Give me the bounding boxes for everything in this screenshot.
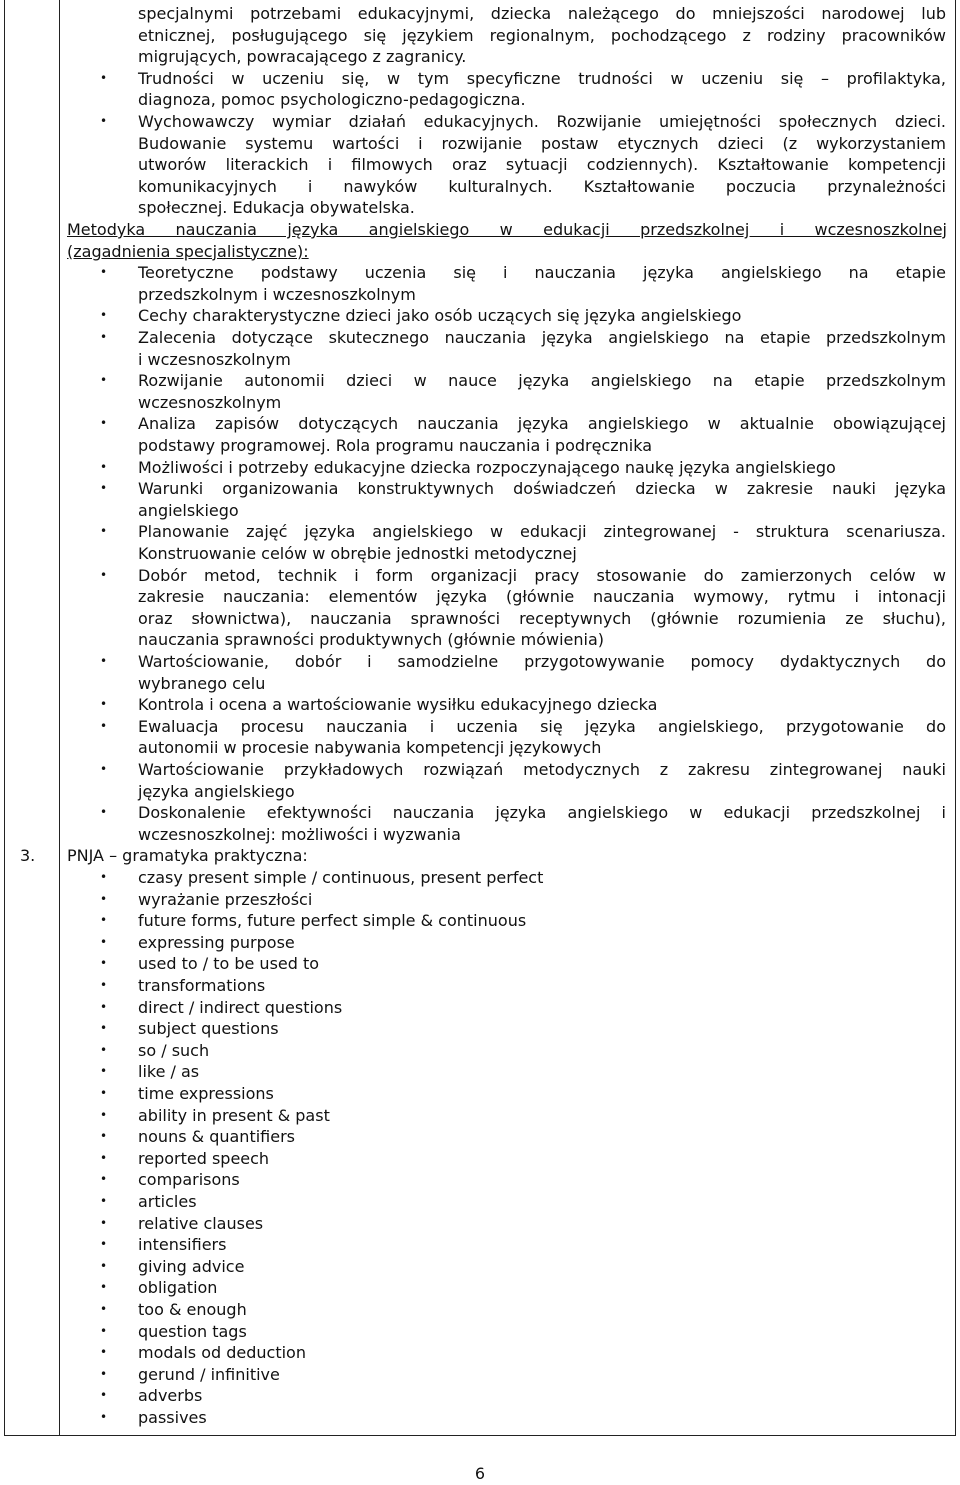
list-item [138,68,946,111]
text-line: specjalnymi potrzebami edukacyjnymi, dziecka należącego do mniejszości narodowej lub [138,4,946,23]
text-line: angielskiego [138,500,239,520]
text-line: migrujących, powracającego z zagranicy. [138,47,467,67]
page-number: 6 [474,1464,486,1483]
grammar-list-item: nouns & quantifiers [138,1127,295,1147]
text-line: wczesnoszkolnym [138,392,282,412]
bullet-icon: • [100,1150,108,1165]
bullet-icon: • [100,1302,108,1316]
text-line: Budowanie systemu wartości i rozwijanie postaw etycznych dzieci (z wykorzystaniem [138,133,946,153]
text-line: Wartościowanie, dobór i samodzielne przygotowywanie pomocy dydaktycznych do [138,652,946,671]
text-line: autonomii w procesie nabywania kompetencji językowych [138,738,602,758]
section-heading: PNJA – gramatyka praktyczna: [67,846,308,866]
text-line: zakresie nauczania: elementów języka (głównie nauczania wymowy, rytmu i intonacji [138,587,946,607]
text-line: Ewaluacja procesu nauczania i uczenia się języka angielskiego, przygotowanie do [138,716,946,736]
text-line: Zalecenia dotyczące skutecznego nauczania języka angielskiego na etapie przedszkolnym [138,328,946,347]
bullet-icon: • [100,308,108,323]
grammar-list-item: reported speech [138,1148,270,1168]
bullet-icon: • [100,978,108,992]
bullet-icon: • [100,1258,108,1273]
bullet-icon: • [100,459,108,474]
grammar-list-item: adverbs [138,1386,203,1406]
list-item [138,716,946,759]
bullet-icon: • [100,805,108,820]
list-item [138,370,946,413]
list-item [138,521,946,564]
grammar-list-item: used to / to be used to [138,954,320,974]
list-item [138,759,946,802]
bullet-icon: • [100,1064,108,1079]
bullet-icon: • [100,870,108,884]
heading-line: Metodyka nauczania języka angielskiego w edukacji przedszkolnej i wczesnoszkolnej [67,220,947,239]
list-item [138,305,946,327]
text-line: Warunki organizowania konstruktywnych doświadczeń dziecka w zakresie nauki języka [138,479,946,499]
grammar-list-item: passives [138,1408,207,1427]
text-line: Wychowawczy wymiar działań edukacyjnych. Rozwijanie umiejętności społecznych dzieci. [138,112,946,131]
bullet-icon: • [100,524,108,539]
heading-line: (zagadnienia specjalistyczne): [67,241,309,261]
text-line: oraz słownictwa), nauczania sprawności receptywnych (głównie rozumienia ze słuchu), [138,608,946,628]
grammar-list-item: giving advice [138,1256,245,1276]
text-line: etnicznej, posługującego się językiem regionalnym, pochodzącego z rodziny pracowników [138,25,946,45]
text-line: Trudności w uczeniu się, w tym specyficzne trudności w uczeniu się – profilaktyka, [138,68,946,88]
grammar-list-item: time expressions [138,1084,274,1103]
bullet-icon: • [100,416,108,431]
text-line: języka angielskiego [138,781,295,801]
grammar-list-item: wyrażanie przeszłości [138,889,313,909]
grammar-list-item: subject questions [138,1019,279,1039]
text-line: Analiza zapisów dotyczących nauczania języka angielskiego w aktualnie obowiązującej [138,414,946,434]
grammar-list-item: ability in present & past [138,1105,330,1125]
grammar-list-item: question tags [138,1321,247,1341]
text-line: wybranego celu [138,673,266,693]
list-item [138,413,946,456]
bullet-icon: • [100,654,108,668]
grammar-list-item: comparisons [138,1170,240,1190]
bullet-icon: • [100,697,108,712]
grammar-list-item: modals od deduction [138,1343,306,1363]
text-line: komunikacyjnych i nawyków kulturalnych. Kształtowanie poczucia przynależności [138,176,946,196]
grammar-list-item: future forms, future perfect simple & continuous [138,911,527,931]
text-line: wczesnoszkolnej: możliwości i wyzwania [138,824,461,844]
grammar-list-item: expressing purpose [138,932,295,952]
grammar-list-item: transformations [138,976,266,995]
grammar-list-item: czasy present simple / continuous, present perfect [138,868,544,887]
grammar-list-item: relative clauses [138,1213,264,1233]
grammar-list-item: direct / indirect questions [138,997,343,1017]
bullet-icon: • [100,934,108,949]
bullet-icon: • [100,956,108,971]
list-item [138,457,946,479]
bullet-icon: • [100,481,108,496]
bullet-icon: • [100,330,108,344]
bullet-icon: • [100,114,108,128]
text-line: Dobór metod, technik i form organizacji pracy stosowanie do zamierzonych celów w [138,565,946,585]
bullet-icon: • [100,1366,108,1381]
bullet-icon: • [100,999,108,1014]
text-line: utworów literackich i filmowych oraz sytuacji codziennych). Kształtowanie kompetencji [138,155,946,175]
bullet-icon: • [100,1388,108,1403]
bullet-icon: • [100,1042,108,1057]
text-line: Rozwijanie autonomii dzieci w nauce języka angielskiego na etapie przedszkolnym [138,371,946,391]
text-line: Możliwości i potrzeby edukacyjne dziecka rozpoczynającego naukę języka angielskiego [138,457,836,477]
bullet-icon: • [100,567,108,582]
text-line: podstawy programowej. Rola programu nauczania i podręcznika [138,435,653,455]
text-line: Wartościowanie przykładowych rozwiązań metodycznych z zakresu zintegrowanej nauki [138,760,946,779]
text-line: Teoretyczne podstawy uczenia się i nauczania języka angielskiego na etapie [138,263,946,283]
list-item [138,651,946,694]
text-line: Kontrola i ocena a wartościowanie wysiłku edukacyjnego dziecka [138,695,658,715]
bullet-icon: • [100,1345,108,1360]
list-item [138,478,946,521]
bullet-icon: • [100,70,108,85]
grammar-list-item: articles [138,1192,197,1211]
bullet-icon: • [100,1129,108,1144]
methodology-heading [67,219,947,262]
list-item [138,565,946,651]
bullet-icon: • [100,1021,108,1036]
grammar-list-item: intensifiers [138,1235,227,1255]
bullet-icon: • [100,265,108,280]
section-number: 3. [20,846,36,866]
bullet-icon: • [100,1215,108,1230]
bullet-icon: • [100,1410,108,1424]
bullet-icon: • [100,1237,108,1252]
bullet-icon: • [100,913,108,928]
bullet-icon: • [100,1107,108,1122]
bullet-icon: • [100,1172,108,1187]
list-item [138,327,946,370]
text-line: i wczesnoszkolnym [138,349,291,369]
text-line: społecznej. Edukacja obywatelska. [138,198,415,218]
text-line: przedszkolnym i wczesnoszkolnym [138,284,416,304]
grammar-list-item: too & enough [138,1300,247,1319]
bullet-icon: • [100,1086,108,1100]
table-column-divider [59,0,60,1435]
bullet-icon: • [100,891,108,906]
text-line: nauczania sprawności produktywnych (głównie mówienia) [138,630,605,650]
list-item [138,802,946,845]
list-item [138,3,946,68]
text-line: Doskonalenie efektywności nauczania języka angielskiego w edukacji przedszkolnej i [138,803,946,823]
bullet-icon: • [100,1194,108,1208]
bullet-icon: • [100,1323,108,1338]
bullet-icon: • [100,373,108,388]
text-line: Planowanie zajęć języka angielskiego w edukacji zintegrowanej - struktura scenariusza. [138,522,946,542]
list-item [138,111,946,219]
grammar-list-item: like / as [138,1062,200,1082]
grammar-list-item: gerund / infinitive [138,1364,280,1384]
bullet-icon: • [100,718,108,733]
bullet-icon: • [100,1280,108,1295]
text-line: diagnoza, pomoc psychologiczno-pedagogiczna. [138,90,526,110]
grammar-list-item: so / such [138,1040,210,1060]
list-item [138,262,946,305]
text-line: Konstruowanie celów w obrębie jednostki metodycznej [138,543,577,563]
grammar-list-item: obligation [138,1278,218,1298]
list-item [138,694,946,716]
text-line: Cechy charakterystyczne dzieci jako osób uczących się języka angielskiego [138,306,742,326]
bullet-icon: • [100,762,108,776]
